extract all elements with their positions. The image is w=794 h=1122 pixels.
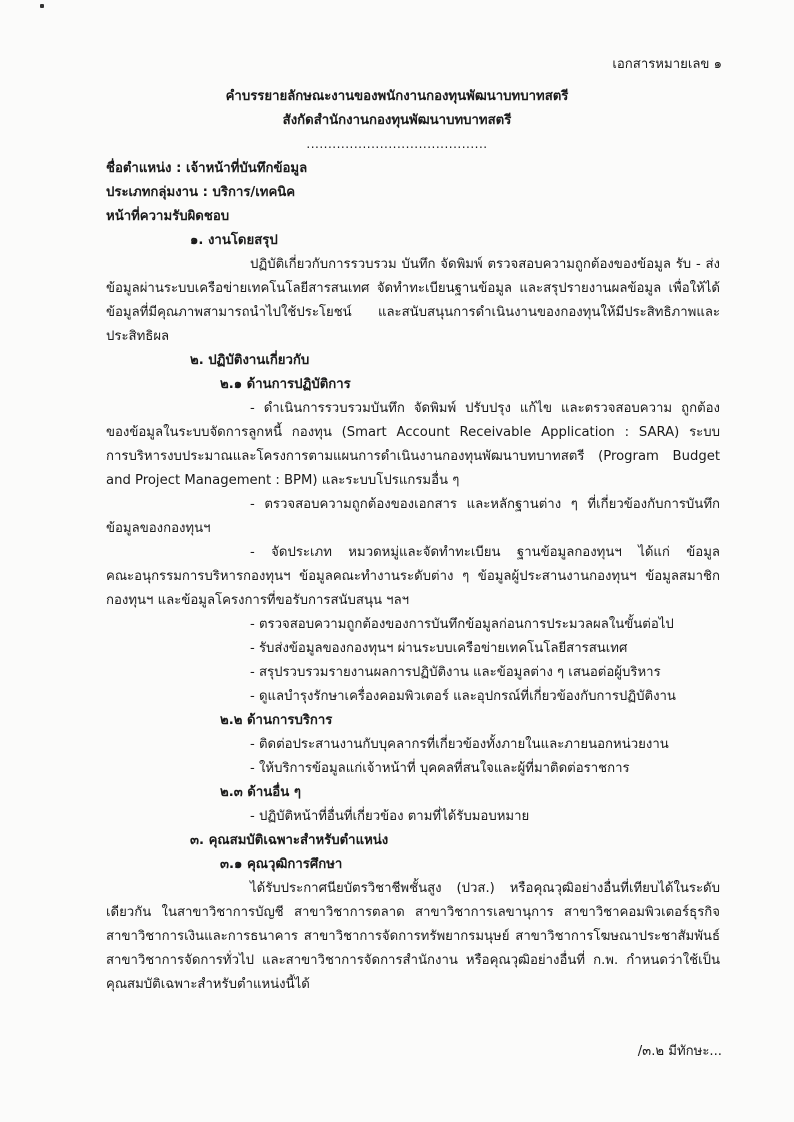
section-2-1-item: - ดำเนินการรวบรวมบันทึก จัดพิมพ์ ปรับปรุง แก้ไข และตรวจสอบความ ถูกต้อง: [250, 401, 720, 416]
section-1-heading: ๑. งานโดยสรุป: [190, 233, 278, 248]
section-1-text: ปฏิบัติเกี่ยวกับการรวบรวม บันทึก จัดพิมพ์ ตรวจสอบความถูกต้องของข้อมูล รับ - ส่ง: [250, 257, 720, 272]
section-2-1-item: - ดูแลบำรุงรักษาเครื่องคอมพิวเตอร์ และอุปกรณ์ที่เกี่ยวข้องกับการปฏิบัติงาน: [250, 689, 676, 704]
section-2-1-item: - ตรวจสอบความถูกต้องของการบันทึกข้อมูลก่อนการประมวลผลในขั้นต่อไป: [250, 617, 674, 632]
section-2-2-item: - ติดต่อประสานงานกับบุคลากรที่เกี่ยวข้องทั้งภายในและภายนอกหน่วยงาน: [250, 737, 669, 752]
section-3-1-text: สาขาวิชาการจัดการทั่วไป และสาขาวิชาการจัดการสำนักงาน หรือคุณวุฒิอย่างอื่นที่ ก.พ. กำหนดว่าใช้เป็น: [106, 953, 720, 968]
section-3-1-heading: ๓.๑ คุณวุฒิการศึกษา: [220, 857, 343, 872]
document-number: เอกสารหมายเลข ๑: [612, 57, 722, 72]
section-1-text: ข้อมูลที่มีคุณภาพสามารถนำไปใช้ประโยชน์ และสนับสนุนการดำเนินงานของกองทุนให้มีประสิทธิภาพและ: [106, 305, 720, 320]
section-1-text: ประสิทธิผล: [106, 329, 170, 344]
section-3-1-text: เดียวกัน ในสาขาวิชาการบัญชี สาขาวิชาการตลาด สาขาวิชาการเลขานุการ สาขาวิชาคอมพิวเตอร์ธุรกิจ: [106, 905, 720, 920]
section-2-1-heading: ๒.๑ ด้านการปฏิบัติการ: [220, 377, 351, 392]
scan-speck: [40, 4, 44, 8]
job-group: ประเภทกลุ่มงาน : บริการ/เทคนิค: [106, 185, 296, 200]
section-2-1-item: and Project Management : BPM) และระบบโปรแกรมอื่น ๆ: [106, 473, 460, 488]
section-2-1-item: คณะอนุกรรมการบริหารกองทุนฯ ข้อมูลคณะทำงานระดับต่าง ๆ ข้อมูลผู้ประสานงานกองทุนฯ ข้อมูลสมาชิก: [106, 569, 720, 584]
section-2-1-item: - ตรวจสอบความถูกต้องของเอกสาร และหลักฐานต่าง ๆ ที่เกี่ยวข้องกับการบันทึก: [250, 497, 720, 512]
title-divider: ..........................................: [306, 137, 488, 151]
continuation-marker: /๓.๒ มีทักษะ...: [637, 1044, 722, 1059]
section-2-heading: ๒. ปฏิบัติงานเกี่ยวกับ: [190, 353, 310, 368]
section-3-heading: ๓. คุณสมบัติเฉพาะสำหรับตำแหน่ง: [190, 833, 389, 848]
section-2-1-item: กองทุนฯ และข้อมูลโครงการที่ขอรับการสนับสนุน ฯลฯ: [106, 593, 410, 608]
section-2-1-item: - รับส่งข้อมูลของกองทุนฯ ผ่านระบบเครือข่ายเทคโนโลยีสารสนเทศ: [250, 641, 628, 656]
section-3-1-text: ได้รับประกาศนียบัตรวิชาชีพชั้นสูง (ปวส.) หรือคุณวุฒิอย่างอื่นที่เทียบได้ในระดับ: [250, 881, 720, 896]
section-1-text: ข้อมูลผ่านระบบเครือข่ายเทคโนโลยีสารสนเทศ จัดทำทะเบียนฐานข้อมูล และสรุปรายงานผลข้อมูล เพื่อให้ได้: [106, 281, 720, 296]
responsibility-heading: หน้าที่ความรับผิดชอบ: [106, 209, 230, 224]
section-2-3-heading: ๒.๓ ด้านอื่น ๆ: [220, 785, 301, 800]
section-2-2-heading: ๒.๒ ด้านการบริการ: [220, 713, 333, 728]
section-2-2-item: - ให้บริการข้อมูลแก่เจ้าหน้าที่ บุคคลที่สนใจและผู้ที่มาติดต่อราชการ: [250, 761, 630, 776]
section-2-3-item: - ปฏิบัติหน้าที่อื่นที่เกี่ยวข้อง ตามที่ได้รับมอบหมาย: [250, 809, 530, 824]
title-line-1: คำบรรยายลักษณะงานของพนักงานกองทุนพัฒนาบทบาทสตรี: [225, 89, 569, 104]
section-2-1-item: ของข้อมูลในระบบจัดการลูกหนี้ กองทุน (Smart Account Receivable Application : SARA) ระบบ: [106, 425, 720, 440]
section-3-1-text: คุณสมบัติเฉพาะสำหรับตำแหน่งนี้ได้: [106, 977, 310, 992]
section-2-1-item: - สรุปรวบรวมรายงานผลการปฏิบัติงาน และข้อมูลต่าง ๆ เสนอต่อผู้บริหาร: [250, 665, 661, 680]
section-2-1-item: การบริหารงบประมาณและโครงการตามแผนการดำเนินงานกองทุนพัฒนาบทบาทสตรี (Program Budget: [106, 449, 720, 464]
section-2-1-item: - จัดประเภท หมวดหมู่และจัดทำทะเบียน ฐานข้อมูลกองทุนฯ ได้แก่ ข้อมูล: [250, 545, 720, 560]
section-2-1-item: ข้อมูลของกองทุนฯ: [106, 521, 211, 536]
section-3-1-text: สาขาวิชาการเงินและการธนาคาร สาขาวิชาการจัดการทรัพยากรมนุษย์ สาขาวิชาการโฆษณาประชาสัมพันธ์: [106, 929, 720, 944]
position-name: ชื่อตำแหน่ง : เจ้าหน้าที่บันทึกข้อมูล: [106, 161, 308, 176]
title-line-2: สังกัดสำนักงานกองทุนพัฒนาบทบาทสตรี: [282, 113, 512, 128]
